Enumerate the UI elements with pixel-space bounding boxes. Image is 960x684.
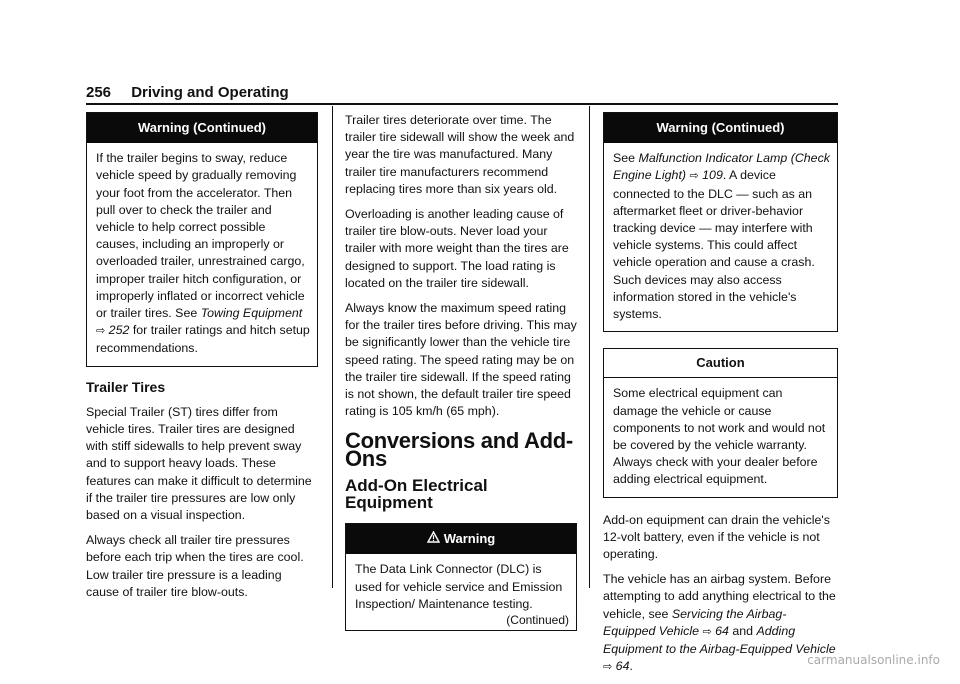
caution-text: Some electrical equipment can damage the vehicle or cause components to not work and would not be covered by the vehicle warranty. Always check with your dealer before adding electrical equipment. xyxy=(613,386,826,487)
warning-box-title: Warning (Continued) xyxy=(604,113,837,143)
paragraph: Always check all trailer tire pressures before each trip when the tires are cool. Low trailer tire pressure is a leading cause of trailer tire blow-outs. xyxy=(86,533,304,599)
para-text: The vehicle has an airbag system. Before attempting to add anything electrical to the vehicle, see xyxy=(603,572,836,621)
caution-box-title: Caution xyxy=(604,349,837,378)
header-rule xyxy=(86,103,838,105)
column-divider-1 xyxy=(332,106,333,588)
warning-box xyxy=(345,523,577,631)
page-ref-arrow-icon: ⇨ xyxy=(603,661,613,674)
section-title: Driving and Operating xyxy=(131,84,289,101)
mil-link[interactable] xyxy=(613,151,830,182)
paragraph: Special Trailer (ST) tires differ from vehicle tires. Trailer tires are designed with stiff sidewalls to help prevent sway and to support heavy loads. These features can make it difficult to determine if the trailer tire pressures are low only based on a visual inspection. xyxy=(86,404,312,523)
continued-label: (Continued) xyxy=(506,613,569,628)
warning-continued-box xyxy=(86,112,318,367)
ref-page: 252 xyxy=(108,323,130,338)
warning-triangle-icon xyxy=(427,530,440,547)
page-ref-arrow-icon: ⇨ xyxy=(96,325,106,338)
paragraph: Add-on equipment can drain the vehicle's 12-volt battery, even if the vehicle is not operating. xyxy=(603,512,830,562)
para-end: . xyxy=(629,659,633,674)
ref-text: Malfunction Indicator Lamp (Check Engine Light) xyxy=(613,151,830,183)
see-text: See xyxy=(613,151,636,166)
paragraph: Trailer tires deteriorate over time. The trailer tire sidewall will show the week and year the tire was manufactured. Many trailer tire manufacturers recommend replacing tires more than six years old. xyxy=(345,113,575,196)
ref-text: Towing Equipment xyxy=(200,306,303,321)
page-number: 256 xyxy=(86,84,112,101)
watermark: carmanualsonline.info xyxy=(807,653,940,667)
page-ref-arrow-icon: ⇨ xyxy=(689,170,699,183)
paragraph: Overloading is another leading cause of trailer tire blow-outs. Never load your trailer with more weight than the tires are designed to support. The load rating is located on the trailer tire sidewall. xyxy=(345,207,569,290)
ref-page: 64 xyxy=(715,623,729,638)
conversions-heading: Conversions and Add-Ons xyxy=(345,428,573,471)
page-ref-arrow-icon: ⇨ xyxy=(702,625,712,638)
warning-box-title: Warning (Continued) xyxy=(87,113,317,143)
warning-title-text: Warning xyxy=(443,531,496,547)
warning-text-end: for trailer ratings and hitch setup recommendations. xyxy=(96,323,310,356)
trailer-tires-heading: Trailer Tires xyxy=(86,378,166,395)
warning-text-end: . A device connected to the DLC — such as an aftermarket fleet or driver-behavior tracking device — may interfere with vehicle systems. This could affect vehicle operation and cause a crash. Such devices may also access information stored in the vehicle's systems. xyxy=(613,168,815,322)
ref-text: Servicing the Airbag-Equipped Vehicle xyxy=(603,606,787,638)
column-2 xyxy=(345,112,577,643)
warning-continued-box xyxy=(603,112,838,332)
warning-box-body xyxy=(604,143,837,331)
paragraph: Always know the maximum speed rating for the trailer tires before driving. This may be significantly lower than the vehicle tire speed rating. The speed rating may be on the trailer tire sidewall. If the speed rating is not shown, the default trailer tire speed rating is 105 km/h (65 mph). xyxy=(345,301,577,419)
warning-box-body xyxy=(346,554,576,630)
caution-box-body xyxy=(604,378,837,496)
ref-page: 64 xyxy=(615,659,630,674)
warning-box-title xyxy=(346,524,576,554)
ref-page: 109 xyxy=(702,168,723,183)
column-1 xyxy=(86,112,318,609)
warning-text: The Data Link Connector (DLC) is used for vehicle service and Emission Inspection/ Maintenance testing. xyxy=(355,562,563,611)
paragraph xyxy=(603,571,838,676)
para-text: and xyxy=(732,623,754,638)
column-divider-2 xyxy=(589,106,590,588)
caution-box xyxy=(603,348,838,497)
column-3 xyxy=(603,112,838,684)
add-on-electrical-heading: Add-On Electrical Equipment xyxy=(345,475,488,513)
page-header xyxy=(86,84,289,101)
warning-box-body xyxy=(87,143,317,365)
ref-text: Adding Equipment to the Airbag-Equipped Vehicle xyxy=(603,623,836,657)
warning-text: If the trailer begins to sway, reduce vehicle speed by gradually removing your foot from the accelerator. Then pull over to check the trailer and vehicle to help correct possible causes, including an improperly or overloaded trailer, unrestrained cargo, improper trailer hitch configuration, or improperly inflated or incorrect vehicle or trailer tires. See xyxy=(96,151,305,321)
